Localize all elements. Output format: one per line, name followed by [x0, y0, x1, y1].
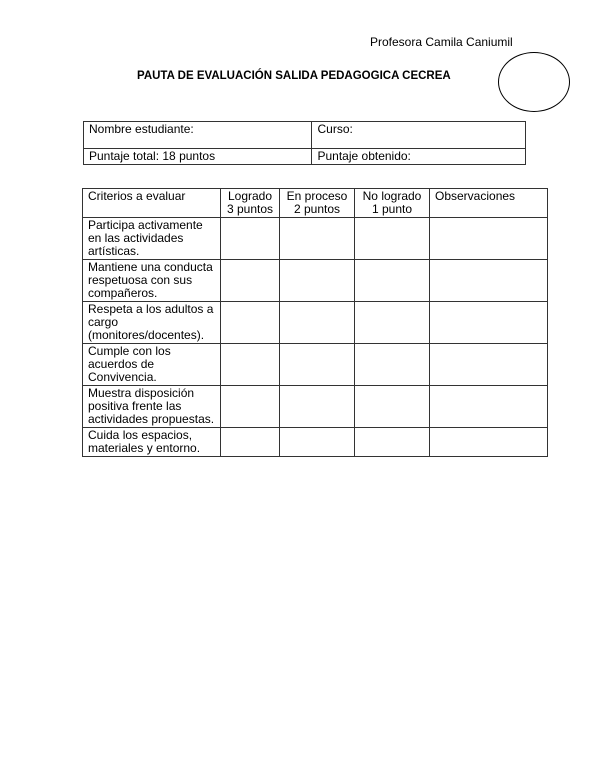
student-info-table	[83, 121, 526, 165]
achieved-cell[interactable]	[221, 428, 280, 457]
not-achieved-header	[355, 189, 430, 218]
rubric-header-row	[83, 189, 548, 218]
criterion-label: Mantiene una conducta respetuosa con sus compañeros.	[83, 260, 221, 302]
not-achieved-label: No logrado	[362, 189, 422, 203]
table-row	[84, 149, 526, 165]
achieved-cell[interactable]	[221, 260, 280, 302]
criteria-header: Criterios a evaluar	[83, 189, 221, 218]
criterion-label: Muestra disposición positiva frente las actividades propuestas.	[83, 386, 221, 428]
achieved-label: Logrado	[227, 189, 273, 203]
criterion-label: Cuida los espacios, materiales y entorno.	[83, 428, 221, 457]
course-field[interactable]: Curso:	[312, 122, 526, 149]
table-row	[83, 428, 548, 457]
criterion-label: Participa activamente en las actividades artísticas.	[83, 218, 221, 260]
rubric-table	[82, 188, 548, 457]
observations-cell[interactable]	[430, 386, 548, 428]
criterion-label: Cumple con los acuerdos de Convivencia.	[83, 344, 221, 386]
observations-cell[interactable]	[430, 218, 548, 260]
table-row	[83, 386, 548, 428]
table-row	[83, 260, 548, 302]
not-achieved-cell[interactable]	[355, 386, 430, 428]
observations-header: Observaciones	[430, 189, 548, 218]
not-achieved-cell[interactable]	[355, 344, 430, 386]
in-process-points: 2 puntos	[293, 202, 341, 216]
observations-cell[interactable]	[430, 428, 548, 457]
observations-cell[interactable]	[430, 344, 548, 386]
in-process-cell[interactable]	[280, 344, 355, 386]
not-achieved-cell[interactable]	[355, 218, 430, 260]
in-process-cell[interactable]	[280, 218, 355, 260]
in-process-cell[interactable]	[280, 260, 355, 302]
not-achieved-cell[interactable]	[355, 302, 430, 344]
total-score-label: Puntaje total: 18 puntos	[84, 149, 312, 165]
student-name-field[interactable]: Nombre estudiante:	[84, 122, 312, 149]
not-achieved-cell[interactable]	[355, 428, 430, 457]
achieved-points: 3 puntos	[226, 202, 274, 216]
achieved-header	[221, 189, 280, 218]
obtained-score-field[interactable]: Puntaje obtenido:	[312, 149, 526, 165]
achieved-cell[interactable]	[221, 386, 280, 428]
table-row	[83, 302, 548, 344]
observations-cell[interactable]	[430, 260, 548, 302]
table-row	[84, 122, 526, 149]
criterion-label: Respeta a los adultos a cargo (monitores/docentes).	[83, 302, 221, 344]
in-process-cell[interactable]	[280, 428, 355, 457]
in-process-cell[interactable]	[280, 386, 355, 428]
observations-cell[interactable]	[430, 302, 548, 344]
not-achieved-cell[interactable]	[355, 260, 430, 302]
in-process-cell[interactable]	[280, 302, 355, 344]
table-row	[83, 218, 548, 260]
achieved-cell[interactable]	[221, 218, 280, 260]
in-process-header	[280, 189, 355, 218]
in-process-label: En proceso	[286, 189, 348, 203]
not-achieved-points: 1 punto	[371, 202, 413, 216]
achieved-cell[interactable]	[221, 344, 280, 386]
teacher-name: Profesora Camila Caniumil	[370, 35, 513, 49]
page-title: PAUTA DE EVALUACIÓN SALIDA PEDAGOGICA CECREA	[137, 70, 451, 82]
grade-circle	[498, 52, 570, 112]
table-row	[83, 344, 548, 386]
achieved-cell[interactable]	[221, 302, 280, 344]
